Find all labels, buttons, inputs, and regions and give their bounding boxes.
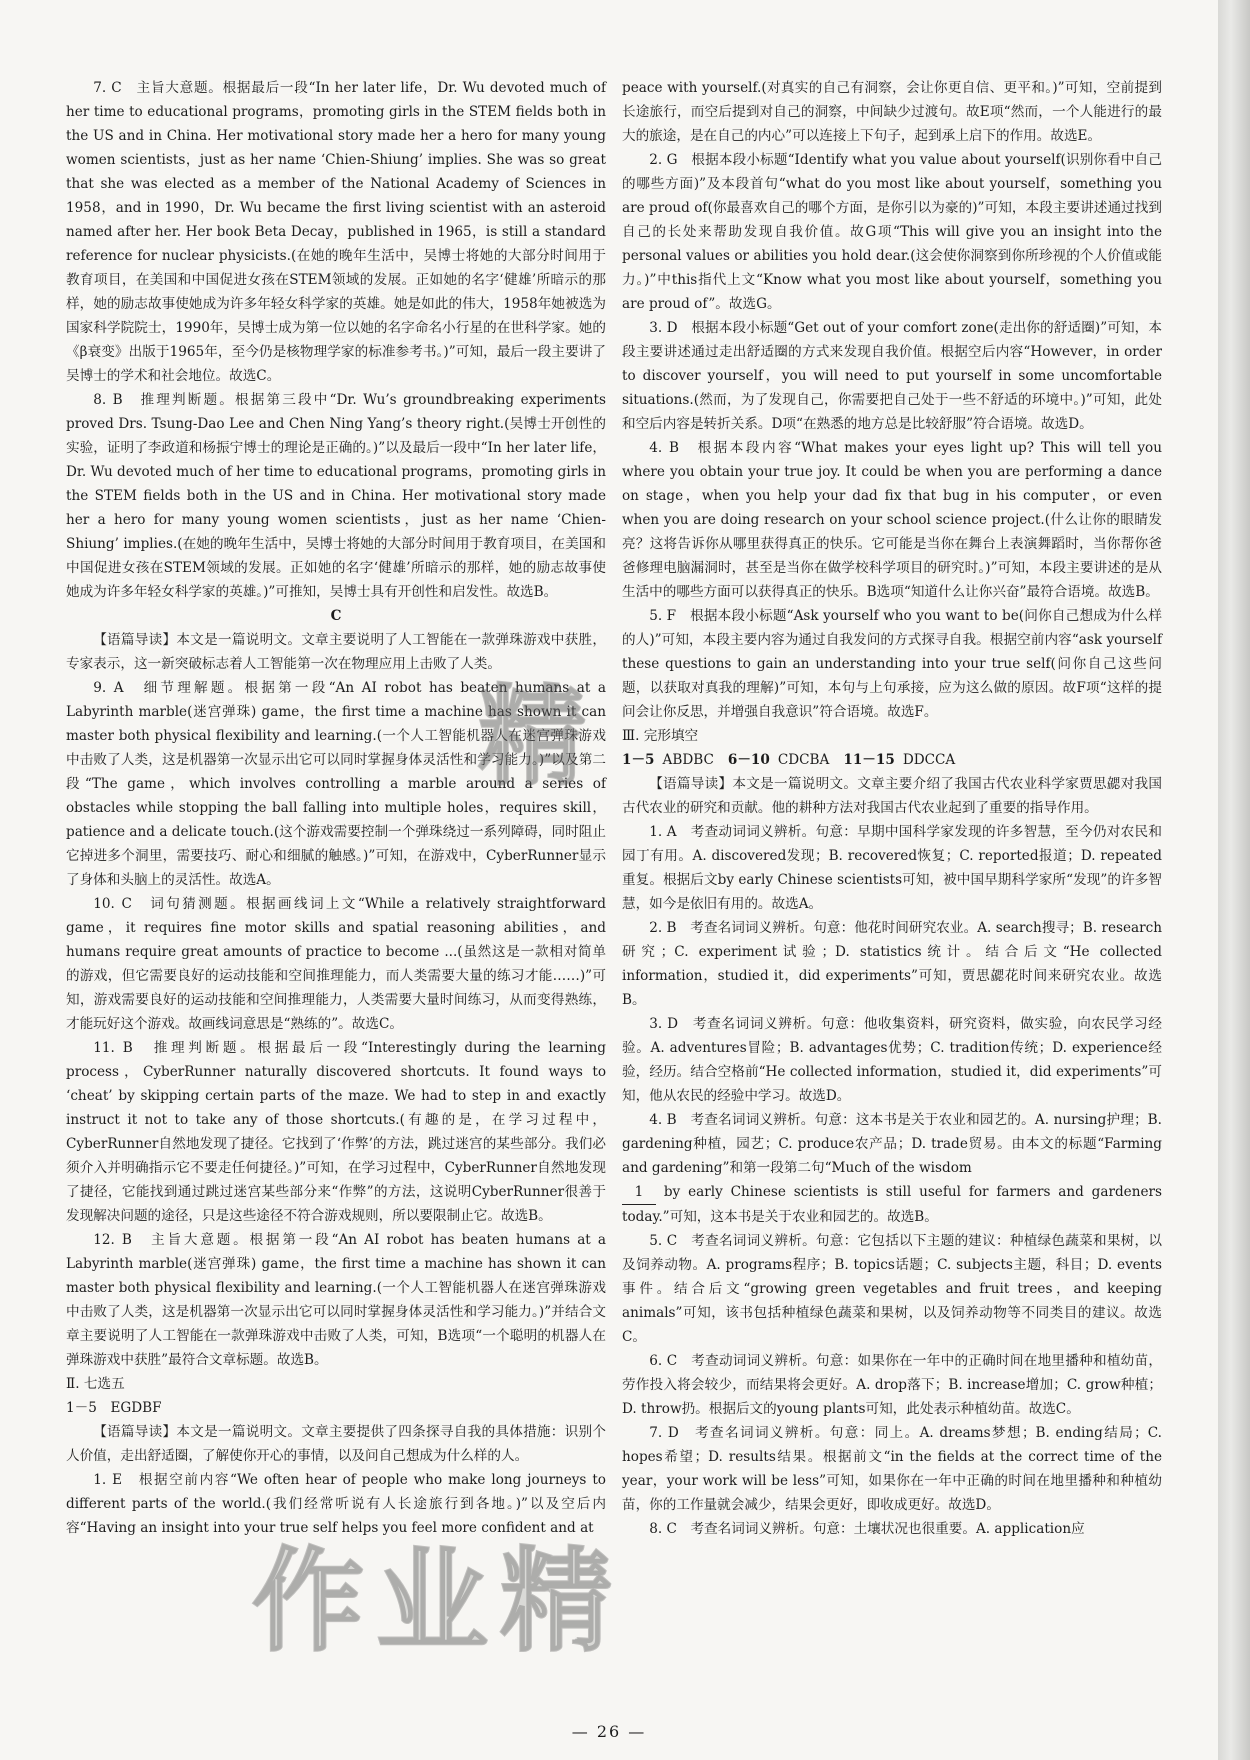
right-column: [622, 76, 1162, 1541]
explanation-paragraph: 10. C 词句猜测题。根据画线词上文“While a relatively straightforward game，it requires fine motor skills and spatial reasoning abilities，and humans require great amounts of practice to become ...(虽然这是一款相对简单的游戏，但它需要良好的运动技能和空间推理能力，而人类需要大量的练习才能……)”可知，游戏需要良好的运动技能和空间推理能力，人类需要大量时间练习，从而变得熟练，才能玩好这个游戏。故画线词意思是“熟练的”。故选C。: [66, 896, 606, 1032]
explanation-paragraph: 2. B 考查名词词义辨析。句意：他花时间研究农业。A. search搜寻；B. research研究；C. experiment试验；D. statistics统计。结合后文“He collected information，studied it，did experiments”可知，贾思勰花时间来研究农业。故选B。: [622, 920, 1162, 1008]
page-edge-shadow: [1218, 0, 1250, 1760]
explanation-paragraph: 6. C 考查动词词义辨析。句意：如果你在一年中的正确时间在地里播种和植幼苗，劳作投入将会较少，而结果将会更好。A. drop落下；B. increase增加；C. grow种植；D. throw扔。根据后文的young plants可知，此处表示种植幼苗。故选C。: [622, 1353, 1162, 1417]
explanation-text: by early Chinese scientists is still useful for farmers and gardeners today.”可知，这本书是关于农业和园艺的。故选B。: [622, 1184, 1162, 1225]
explanation-paragraph: 3. D 根据本段小标题“Get out of your comfort zone(走出你的舒适圈)”可知，本段主要讲述通过走出舒适圈的方式来发现自我价值。根据空后内容“However，in order to discover yourself，you will need to put yourself in some uncomfortable situations.(然而，为了发现自己，你需要把自己处于一些不舒适的环境中。)”可知，此处和空后内容是转折关系。D项“在熟悉的地方总是比较舒服”符合语境。故选D。: [622, 320, 1162, 432]
explanation-paragraph: 5. C 考查名词词义辨析。句意：它包括以下主题的建议：种植绿色蔬菜和果树，以及饲养动物。A. programs程序；B. topics话题；C. subjects主题，科目；D. events事件。结合后文“growing green vegetables and fruit trees，and keeping animals”可知，该书包括种植绿色蔬菜和果树，以及饲养动物等不同类目的建议。故选C。: [622, 1233, 1162, 1345]
explanation-paragraph: 4. B 考查名词词义辨析。句意：这本书是关于农业和园艺的。A. nursing护理；B. gardening种植，园艺；C. produce农产品；D. trade贸易。由本文的标题“Farming and gardening”和第一段第二句“Much of the wisdom: [622, 1112, 1162, 1176]
left-column: [66, 76, 606, 1540]
explanation-paragraph: 7. D 考查名词词义辨析。句意：同上。A. dreams梦想；B. ending结局；C. hopes希望；D. results结果。根据前文“in the fields at the correct time of the year，your work will be less”可知，如果你在一年中正确的时间在地里播种和种植幼苗，你的工作量就会减少，结果会更好，即收成更好。故选D。: [622, 1425, 1162, 1513]
section-heading: Ⅱ. 七选五: [66, 1376, 125, 1392]
answer-range: 6－10: [727, 752, 770, 768]
answer-key-line: [622, 748, 1162, 772]
explanation-paragraph: 【语篇导读】本文是一篇说明文。文章主要说明了人工智能在一款弹珠游戏中获胜，专家表示，这一新突破标志着人工智能第一次在物理应用上击败了人类。: [66, 632, 606, 672]
explanation-paragraph: 【语篇导读】本文是一篇说明文。文章主要提供了四条探寻自我的具体措施：识别个人价值，走出舒适圈，了解使你开心的事情，以及问自己想成为什么样的人。: [66, 1424, 606, 1464]
explanation-paragraph: 8. C 考查名词词义辨析。句意：土壤状况也很重要。A. application应: [649, 1521, 1085, 1537]
watermark-logo: 精: [478, 675, 599, 800]
explanation-paragraph: 1. A 考查动词词义辨析。句意：早期中国科学家发现的许多智慧，至今仍对农民和园丁有用。A. discovered发现；B. recovered恢复；C. reported报道；D. repeated重复。根据后文by early Chinese scientists可知，被中国早期科学家所“发现”的许多智慧，如今是依旧有用的。故选A。: [622, 824, 1162, 912]
explanation-paragraph: 8. B 推理判断题。根据第三段中“Dr. Wu’s groundbreaking experiments proved Drs. Tsung-Dao Lee and Chen Ning Yang’s theory right.(吴博士开创性的实验，证明了李政道和杨振宁博士的理论是正确的。)”以及最后一段中“In her later life，Dr. Wu devoted much of her time to educational programs，promoting girls in the STEM fields both in the US and in China. Her motivational story made her a hero for many young women scientists，just as her name ‘Chien-Shiung’ implies.(在她的晚年生活中，吴博士将她的大部分时间用于教育项目，在美国和中国促进女孩在STEM领域的发展。正如她的名字‘健雄’所暗示的那样，她的励志故事使她成为许多年轻女科学家的英雄。)”可推知，吴博士具有开创性和启发性。故选B。: [66, 392, 606, 600]
explanation-paragraph: [622, 1180, 1162, 1229]
explanation-paragraph: 2. G 根据本段小标题“Identify what you value about yourself(识别你看中自己的哪些方面)”及本段首句“what do you most like about yourself，something you are proud of(你最喜欢自己的哪个方面，是你引以为豪的)”可知，本段主要讲述通过找到自己的长处来帮助发现自我价值。故G项“This will give you an insight into the personal values or abilities you hold dear.(这会使你洞察到你所珍视的个人价值或能力。)”中this指代上文“Know what you most like about yourself，something you are proud of”。故选G。: [622, 152, 1162, 312]
answer-letters: DDCCA: [902, 752, 956, 768]
answer-range: 1－5: [622, 752, 655, 768]
explanation-paragraph: 【语篇导读】本文是一篇说明文。文章主要介绍了我国古代农业科学家贾思勰对我国古代农业的研究和贡献。他的耕种方法对我国古代农业起到了重要的指导作用。: [622, 776, 1162, 816]
explanation-paragraph: 9. A 细节理解题。根据第一段“An AI robot has beaten humans at a Labyrinth marble(迷宫弹珠) game，the first time a machine has shown it can master both physical flexibility and learning.(一个人工智能机器人在迷宫弹珠游戏中击败了人类，这是机器第一次显示出它可以同时掌握身体灵活性和学习能力。)”以及第二段“The game，which involves controlling a marble around a series of obstacles while stopping the ball falling into multiple holes，requires skill，patience and a delicate touch.(这个游戏需要控制一个弹珠绕过一系列障碍，同时阻止它掉进多个洞里，需要技巧、耐心和细腻的触感。)”可知，在游戏中，CyberRunner显示了身体和头脑上的灵活性。故选A。: [66, 680, 606, 888]
explanation-paragraph: 5. F 根据本段小标题“Ask yourself who you want to be(问你自己想成为什么样的人)”可知，本段主要内容为通过自我发问的方式探寻自我。根据空前内容“ask yourself these questions to gain an understanding into your true self(问你自己这些问题，以获取对真我的理解)”可知，本句与上句承接，应为这么做的原因。故F项“这样的提问会让你反思，并增强自我意识”符合语境。故选F。: [622, 608, 1162, 720]
section-heading: Ⅲ. 完形填空: [622, 728, 699, 744]
explanation-paragraph: 1. E 根据空前内容“We often hear of people who make long journeys to different parts of the world.(我们经常听说有人长途旅行到各地。)”以及空后内容“Having an insight into your true self helps you feel more confident and at: [66, 1472, 606, 1536]
page-number: — 26 —: [571, 1722, 647, 1741]
watermark-logo: 作业精: [252, 1537, 624, 1667]
explanation-paragraph: 3. D 考查名词词义辨析。句意：他收集资料，研究资料，做实验，向农民学习经验。A. adventures冒险；B. advantages优势；C. tradition传统；D. experience经验，经历。结合空格前“He collected information，studied it，did experiments”可知，他从农民的经验中学习。故选D。: [622, 1016, 1162, 1104]
answer-key-line: 1－5 EGDBF: [66, 1400, 162, 1416]
explanation-paragraph: peace with yourself.(对真实的自己有洞察，会让你更自信、更平和。)”可知，空前提到长途旅行，而空后提到对自己的洞察，中间缺少过渡句。故E项“然而，一个人能进行的最大的旅途，是在自己的内心”可以连接上下句子，起到承上启下的作用。故选E。: [622, 80, 1162, 144]
explanation-paragraph: 12. B 主旨大意题。根据第一段“An AI robot has beaten humans at a Labyrinth marble(迷宫弹珠) game，the first time a machine has shown it can master both physical flexibility and learning.(一个人工智能机器人在迷宫弹珠游戏中击败了人类，这是机器第一次显示出它可以同时掌握身体灵活性和学习能力。)”并结合文章主要说明了人工智能在一款弹珠游戏中击败了人类，可知，B选项“一个聪明的机器人在弹珠游戏中获胜”最符合文章标题。故选B。: [66, 1232, 606, 1368]
answer-range: 11－15: [843, 752, 895, 768]
explanation-paragraph: 11. B 推理判断题。根据最后一段“Interestingly during the learning process，CyberRunner naturally discovered shortcuts. It found ways to ‘cheat’ by skipping certain parts of the maze. We had to step in and exactly instruct it not to take any of those shortcuts.(有趣的是，在学习过程中，CyberRunner自然地发现了捷径。它找到了‘作弊’的方法，跳过迷宫的某些部分。我们必须介入并明确指示它不要走任何捷径。)”可知，在学习过程中，CyberRunner自然地发现了捷径，它能找到通过跳过迷宫某些部分来“作弊”的方法，这说明CyberRunner很善于发现解决问题的途径，只是这些途径不符合游戏规则，所以要限制止它。故选B。: [66, 1040, 606, 1224]
answer-letters: CDCBA: [777, 752, 830, 768]
blank-number: 1: [622, 1180, 656, 1205]
explanation-paragraph: 7. C 主旨大意题。根据最后一段“In her later life，Dr. Wu devoted much of her time to educational programs，promoting girls in the STEM fields both in the US and in China. Her motivational story made her a hero for many young women scientists，just as her name ‘Chien-Shiung’ implies. She was so great that she was elected as a member of the National Academy of Sciences in 1958，and in 1990，Dr. Wu became the first living scientist with an asteroid named after her. Her book Beta Decay，published in 1965，is still a standard reference for nuclear physicists.(在她的晚年生活中，吴博士将她的大部分时间用于教育项目，在美国和中国促进女孩在STEM领域的发展。正如她的名字‘健雄’所暗示的那样，她的励志故事使她成为许多年轻女科学家的英雄。她是如此的伟大，1958年她被选为国家科学院院士，1990年，吴博士成为第一位以她的名字命名小行星的在世科学家。她的《β衰变》出版于1965年，至今仍是核物理学家的标准参考书。)”可知，最后一段主要讲了吴博士的学术和社会地位。故选C。: [66, 80, 606, 384]
answer-letters: ABDBC: [662, 752, 714, 768]
explanation-paragraph: 4. B 根据本段内容“What makes your eyes light up? This will tell you where you obtain your true joy. It could be when you are performing a dance on stage，when you help your dad fix that bug in his computer，or even when you are doing research on your school science project.(什么让你的眼睛发亮？这将告诉你从哪里获得真正的快乐。它可能是当你在舞台上表演舞蹈时，当你帮你爸爸修理电脑漏洞时，甚至是当你在做学校科学项目的研究时。)”可知，本段主要讲述的是从生活中的哪些方面可以获得真正的快乐。B选项“知道什么让你兴奋”最符合语境。故选B。: [622, 440, 1162, 600]
passage-heading: C: [330, 608, 342, 624]
